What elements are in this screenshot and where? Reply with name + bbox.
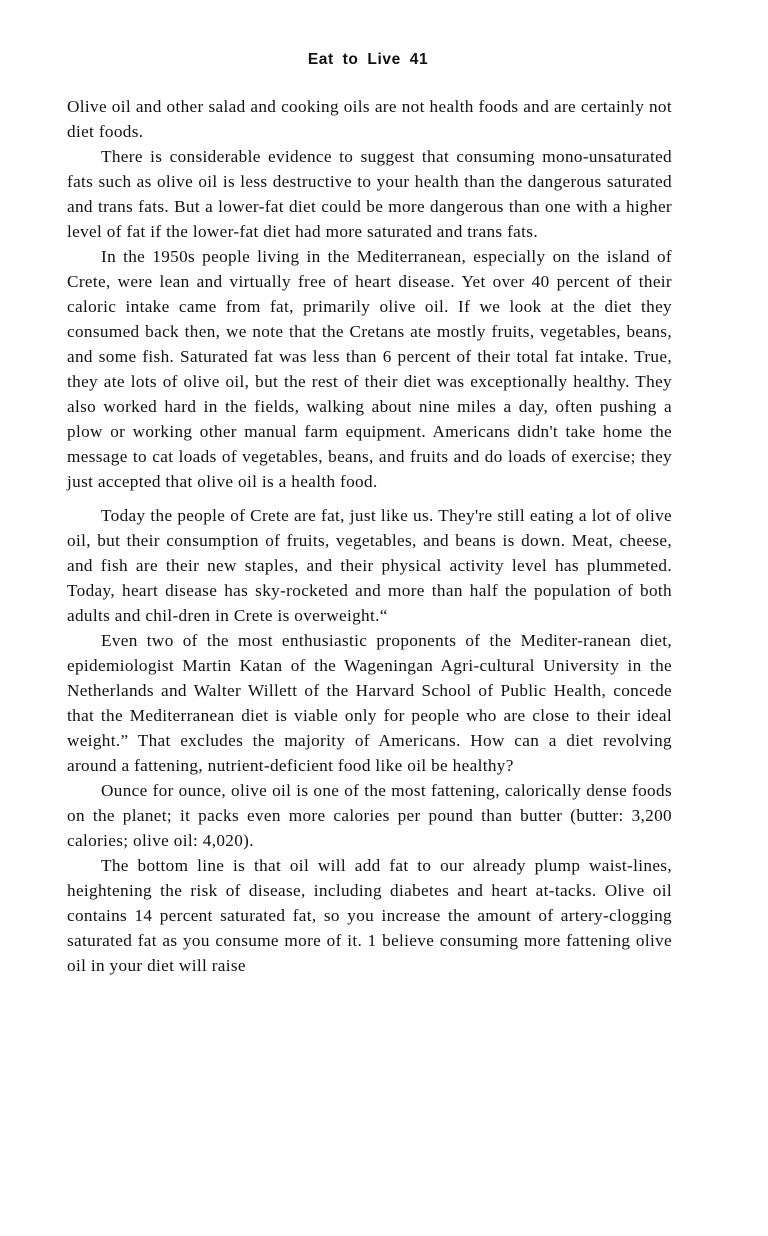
paragraph: Olive oil and other salad and cooking oils are not health foods and are certainly not diet foods. [67, 97, 672, 141]
paragraph: Today the people of Crete are fat, just like us. They're still eating a lot of olive oil, but their consumption of fruits, vegetables, and beans is down. Meat, cheese, and fish are their new staples, and their physical activity level has plummeted. Today, heart disease has sky-rocketed and more than half the population of both adults and chil-dren in Crete is overweight.“ [67, 506, 672, 625]
running-title: Eat to Live [307, 51, 401, 68]
paragraph: There is considerable evidence to suggest that consuming mono-unsaturated fats such as olive oil is less destructive to your health than the dangerous saturated and trans fats. But a lower-fat diet could be more dangerous than one with a higher level of fat if the lower-fat diet had more saturated and trans fats. [67, 147, 672, 241]
paragraph: In the 1950s people living in the Mediterranean, especially on the island of Crete, were lean and virtually free of heart disease. Yet over 40 percent of their caloric intake came from fat, primarily olive oil. If we look at the diet they consumed back then, we note that the Cretans ate mostly fruits, vegetables, beans, and some fish. Saturated fat was less than 6 percent of their total fat intake. True, they ate lots of olive oil, but the rest of their diet was exceptionally healthy. They also worked hard in the fields, walking about nine miles a day, often pushing a plow or working other manual farm equipment. Americans didn't take home the message to cat loads of vegetables, beans, and fruits and do loads of exercise; they just accepted that olive oil is a health food. [67, 247, 672, 491]
page-number: 41 [409, 51, 429, 68]
running-header [0, 51, 736, 69]
paragraph: Ounce for ounce, olive oil is one of the most fattening, calorically dense foods on the planet; it packs even more calories per pound than butter (butter: 3,200 calories; olive oil: 4,020). [67, 781, 672, 850]
paragraph: Even two of the most enthusiastic proponents of the Mediter-ranean diet, epidemiologist Martin Katan of the Wageningan Agri-cultural University in the Netherlands and Walter Willett of the Harvard School of Public Health, concede that the Mediterranean diet is viable only for people who are close to their ideal weight.” That excludes the majority of Americans. How can a diet revolving around a fattening, nutrient-deficient food like oil be healthy? [67, 631, 672, 775]
body-text [67, 94, 672, 978]
paragraph: The bottom line is that oil will add fat to our already plump waist-lines, heightening the risk of disease, including diabetes and heart at-tacks. Olive oil contains 14 percent saturated fat, so you increase the amount of artery-clogging saturated fat as you consume more of it. 1 believe consuming more fattening olive oil in your diet will raise [67, 856, 672, 975]
